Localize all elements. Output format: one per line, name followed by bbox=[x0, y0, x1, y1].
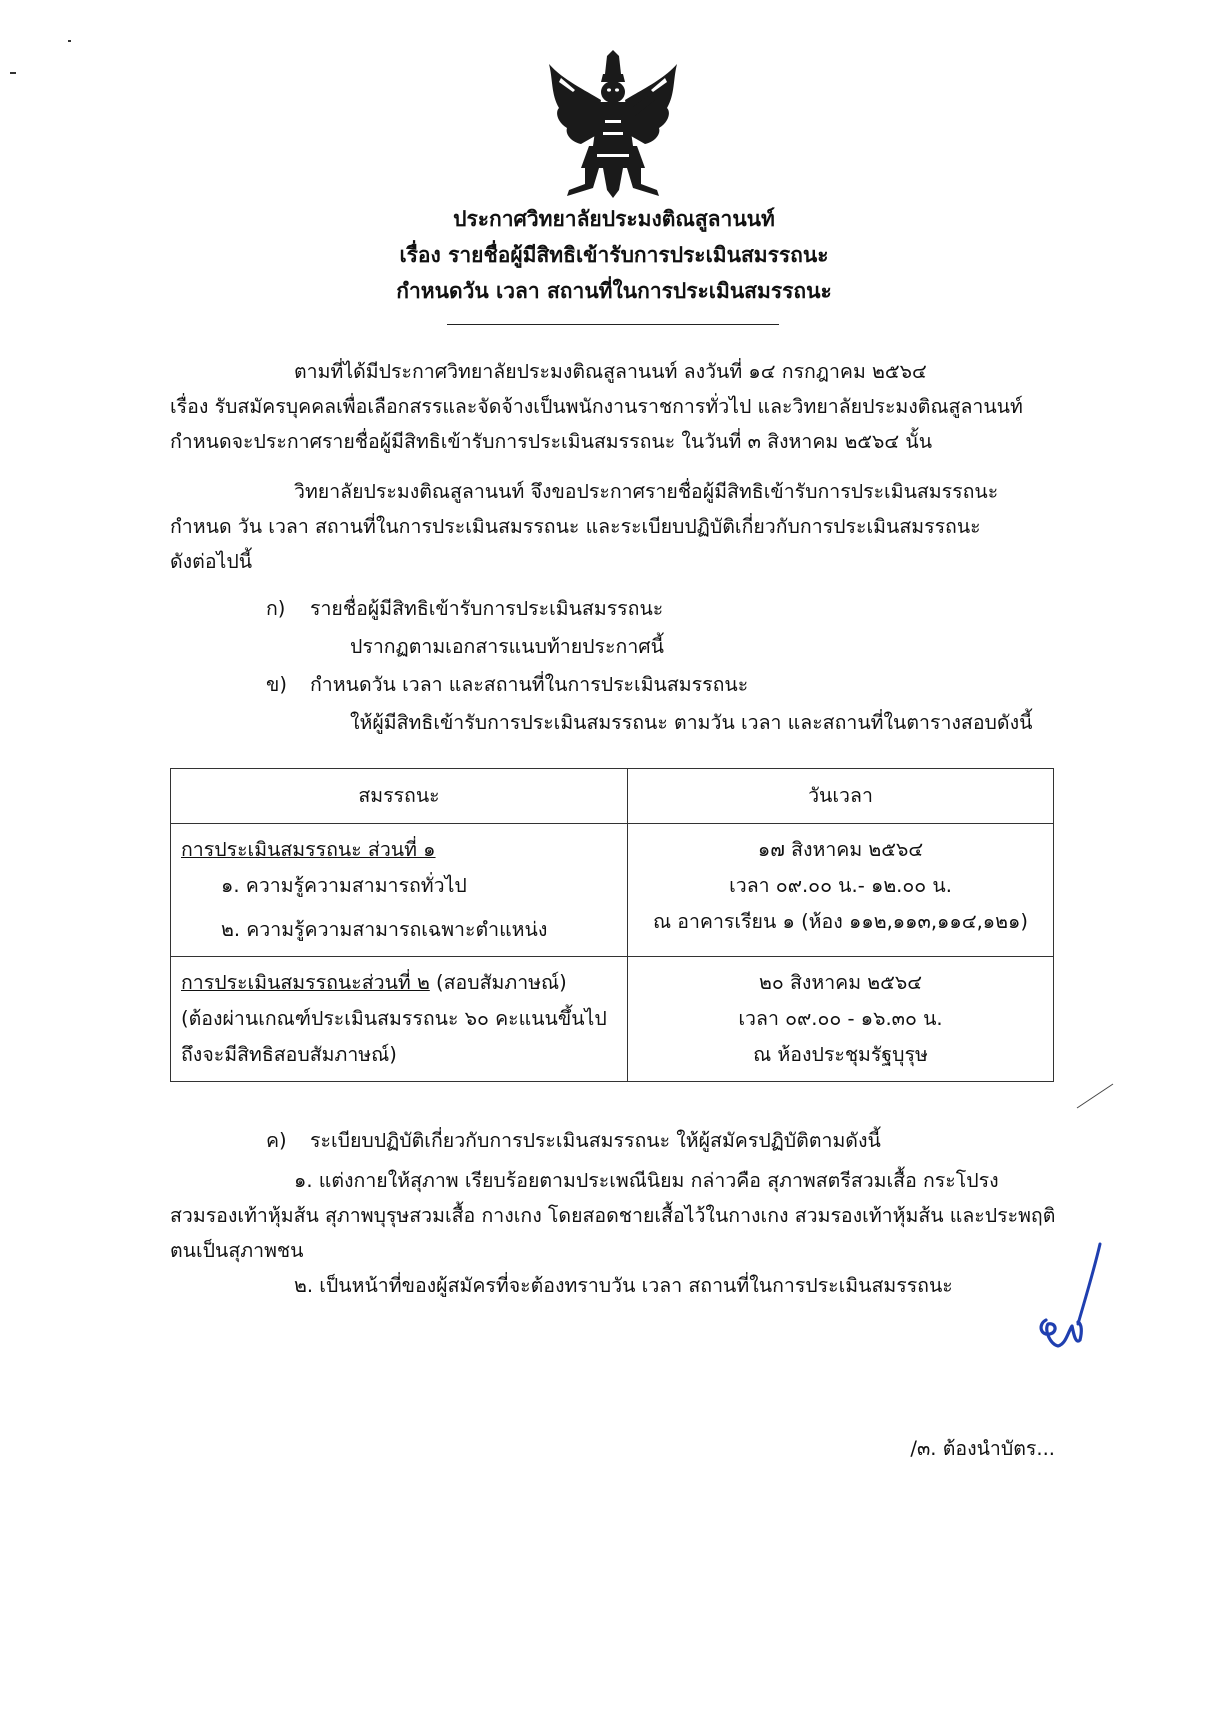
page-continuation: /๓. ต้องนำบัตร... bbox=[910, 1437, 1055, 1460]
competency-cell bbox=[171, 824, 628, 957]
part-1-time: เวลา ๐๙.๐๐ น.- ๑๒.๐๐ น. bbox=[729, 874, 952, 897]
column-header-datetime: วันเวลา bbox=[628, 769, 1054, 824]
part-1-subitem-2: ๒. ความรู้ความสามารถเฉพาะตำแหน่ง bbox=[221, 918, 548, 941]
datetime-cell bbox=[628, 824, 1054, 957]
item-a-sub: ปรากฏตามเอกสารแนบท้ายประกาศนี้ bbox=[350, 635, 664, 658]
schedule-table bbox=[170, 768, 1054, 1082]
intro-paragraph bbox=[170, 354, 1055, 459]
announce-line-1: วิทยาลัยประมงติณสูลานนท์ จึงขอประกาศรายชื่อผู้มีสิทธิเข้ารับการประเมินสมรรถนะ bbox=[294, 480, 999, 503]
title-divider bbox=[447, 324, 779, 325]
title-line-2: เรื่อง รายชื่อผู้มีสิทธิเข้ารับการประเมินสมรรถนะ bbox=[399, 243, 829, 267]
item-c-text: ระเบียบปฏิบัติเกี่ยวกับการประเมินสมรรถนะ ให้ผู้สมัครปฏิบัติตามดังนี้ bbox=[310, 1129, 881, 1152]
part-2-condition-line-1: (ต้องผ่านเกณฑ์ประเมินสมรรถนะ ๖๐ คะแนนขึ้นไป bbox=[181, 1007, 607, 1030]
title-line-1: ประกาศวิทยาลัยประมงติณสูลานนท์ bbox=[453, 207, 775, 231]
part-2-condition-line-2: ถึงจะมีสิทธิสอบสัมภาษณ์) bbox=[181, 1043, 397, 1066]
column-header-competency: สมรรถนะ bbox=[171, 769, 628, 824]
intro-line-1: ตามที่ได้มีประกาศวิทยาลัยประมงติณสูลานนท์ ลงวันที่ ๑๔ กรกฎาคม ๒๕๖๔ bbox=[294, 360, 927, 383]
item-a-text: รายชื่อผู้มีสิทธิเข้ารับการประเมินสมรรถนะ bbox=[310, 597, 664, 620]
garuda-emblem-icon bbox=[545, 50, 681, 200]
title-line-3: กำหนดวัน เวลา สถานที่ในการประเมินสมรรถนะ bbox=[396, 279, 832, 303]
item-b-text: กำหนดวัน เวลา และสถานที่ในการประเมินสมรรถนะ bbox=[310, 673, 749, 696]
part-1-date: ๑๗ สิงหาคม ๒๕๖๔ bbox=[757, 838, 924, 861]
part-1-subitem-1: ๑. ความรู้ความสามารถทั่วไป bbox=[221, 874, 467, 897]
scan-speck bbox=[10, 72, 16, 74]
table-header-row bbox=[171, 769, 1054, 824]
rules-paragraph bbox=[170, 1163, 1055, 1303]
announce-paragraph bbox=[170, 474, 1055, 579]
signature-icon bbox=[1028, 1240, 1108, 1360]
rule-1-line-2: สวมรองเท้าหุ้มส้น สุภาพบุรุษสวมเสื้อ กางเกง โดยสอดชายเสื้อไว้ในกางเกง สวมรองเท้าหุ้มส้น และประพฤติ bbox=[170, 1204, 1056, 1227]
intro-line-2: เรื่อง รับสมัครบุคคลเพื่อเลือกสรรและจัดจ้างเป็นพนักงานราชการทั่วไป และวิทยาลัยประมงติณสูลานนท์ bbox=[170, 395, 1023, 418]
announcement-title bbox=[0, 201, 1228, 309]
item-a-marker: ก) bbox=[266, 597, 286, 620]
part-1-title: การประเมินสมรรถนะ ส่วนที่ ๑ bbox=[181, 838, 436, 861]
intro-line-3: กำหนดจะประกาศรายชื่อผู้มีสิทธิเข้ารับการประเมินสมรรถนะ ในวันที่ ๓ สิงหาคม ๒๕๖๔ นั้น bbox=[170, 430, 933, 453]
part-2-time: เวลา ๐๙.๐๐ - ๑๖.๓๐ น. bbox=[738, 1007, 943, 1030]
scan-speck bbox=[68, 40, 71, 42]
item-c-marker: ค) bbox=[266, 1129, 287, 1152]
part-2-location: ณ ห้องประชุมรัฐบุรุษ bbox=[753, 1043, 928, 1066]
item-b-marker: ข) bbox=[266, 673, 287, 696]
rule-1-line-3: ตนเป็นสุภาพชน bbox=[170, 1239, 304, 1262]
pen-stroke-icon bbox=[1075, 1080, 1115, 1110]
table-row bbox=[171, 957, 1054, 1082]
item-b-sub: ให้ผู้มีสิทธิเข้ารับการประเมินสมรรถนะ ตามวัน เวลา และสถานที่ในตารางสอบดังนี้ bbox=[350, 711, 1033, 734]
part-2-title: การประเมินสมรรถนะส่วนที่ ๒ bbox=[181, 971, 430, 994]
datetime-cell bbox=[628, 957, 1054, 1082]
part-2-title-suffix: (สอบสัมภาษณ์) bbox=[429, 971, 567, 994]
rule-1-line-1: ๑. แต่งกายให้สุภาพ เรียบร้อยตามประเพณีนิยม กล่าวคือ สุภาพสตรีสวมเสื้อ กระโปรง bbox=[294, 1169, 999, 1192]
part-2-date: ๒๐ สิงหาคม ๒๕๖๔ bbox=[758, 971, 923, 994]
part-1-location: ณ อาคารเรียน ๑ (ห้อง ๑๑๒,๑๑๓,๑๑๔,๑๒๑) bbox=[652, 910, 1028, 933]
table-row bbox=[171, 824, 1054, 957]
announce-line-2: กำหนด วัน เวลา สถานที่ในการประเมินสมรรถนะ และระเบียบปฏิบัติเกี่ยวกับการประเมินสมรรถนะ bbox=[170, 515, 981, 538]
rule-2-line-1: ๒. เป็นหน้าที่ของผู้สมัครที่จะต้องทราบวัน เวลา สถานที่ในการประเมินสมรรถนะ bbox=[294, 1274, 953, 1297]
competency-cell bbox=[171, 957, 628, 1082]
announce-line-3: ดังต่อไปนี้ bbox=[170, 550, 253, 573]
